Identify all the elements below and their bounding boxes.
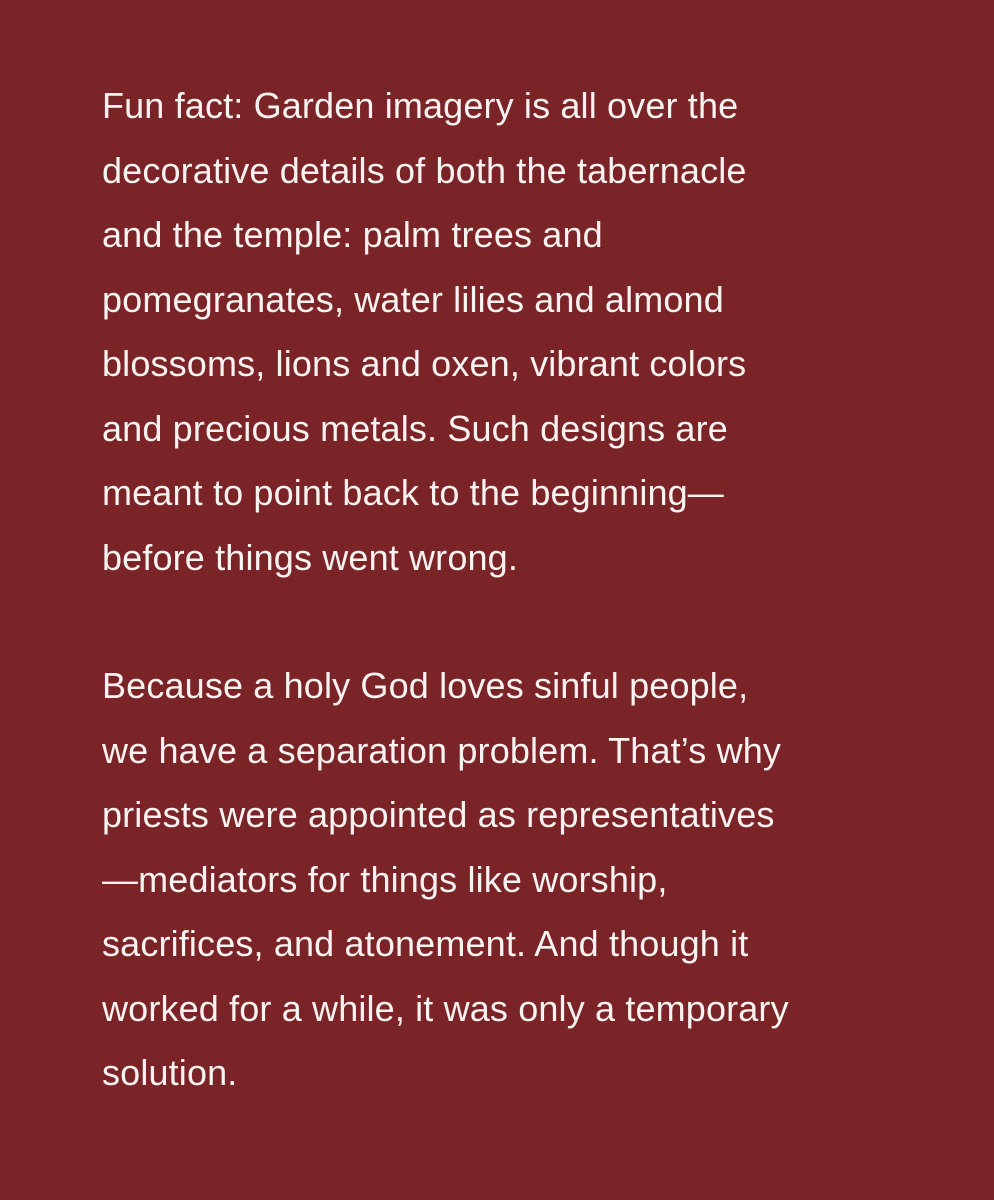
- paragraph-separation-problem: Because a holy God loves sinful people, we have a separation problem. That’s why priests were appointed as representatives —mediators for things like worship, sacrifices, and atonement. And though it worked for a while, it was only a temporary solution.: [102, 665, 789, 1093]
- paragraph-garden-imagery: Fun fact: Garden imagery is all over the decorative details of both the tabernacle and the temple: palm trees and pomegranates, water lilies and almond blossoms, lions and oxen, vibrant colors and precious metals. Such designs are meant to point back to the beginning— before things went wrong.: [102, 85, 747, 578]
